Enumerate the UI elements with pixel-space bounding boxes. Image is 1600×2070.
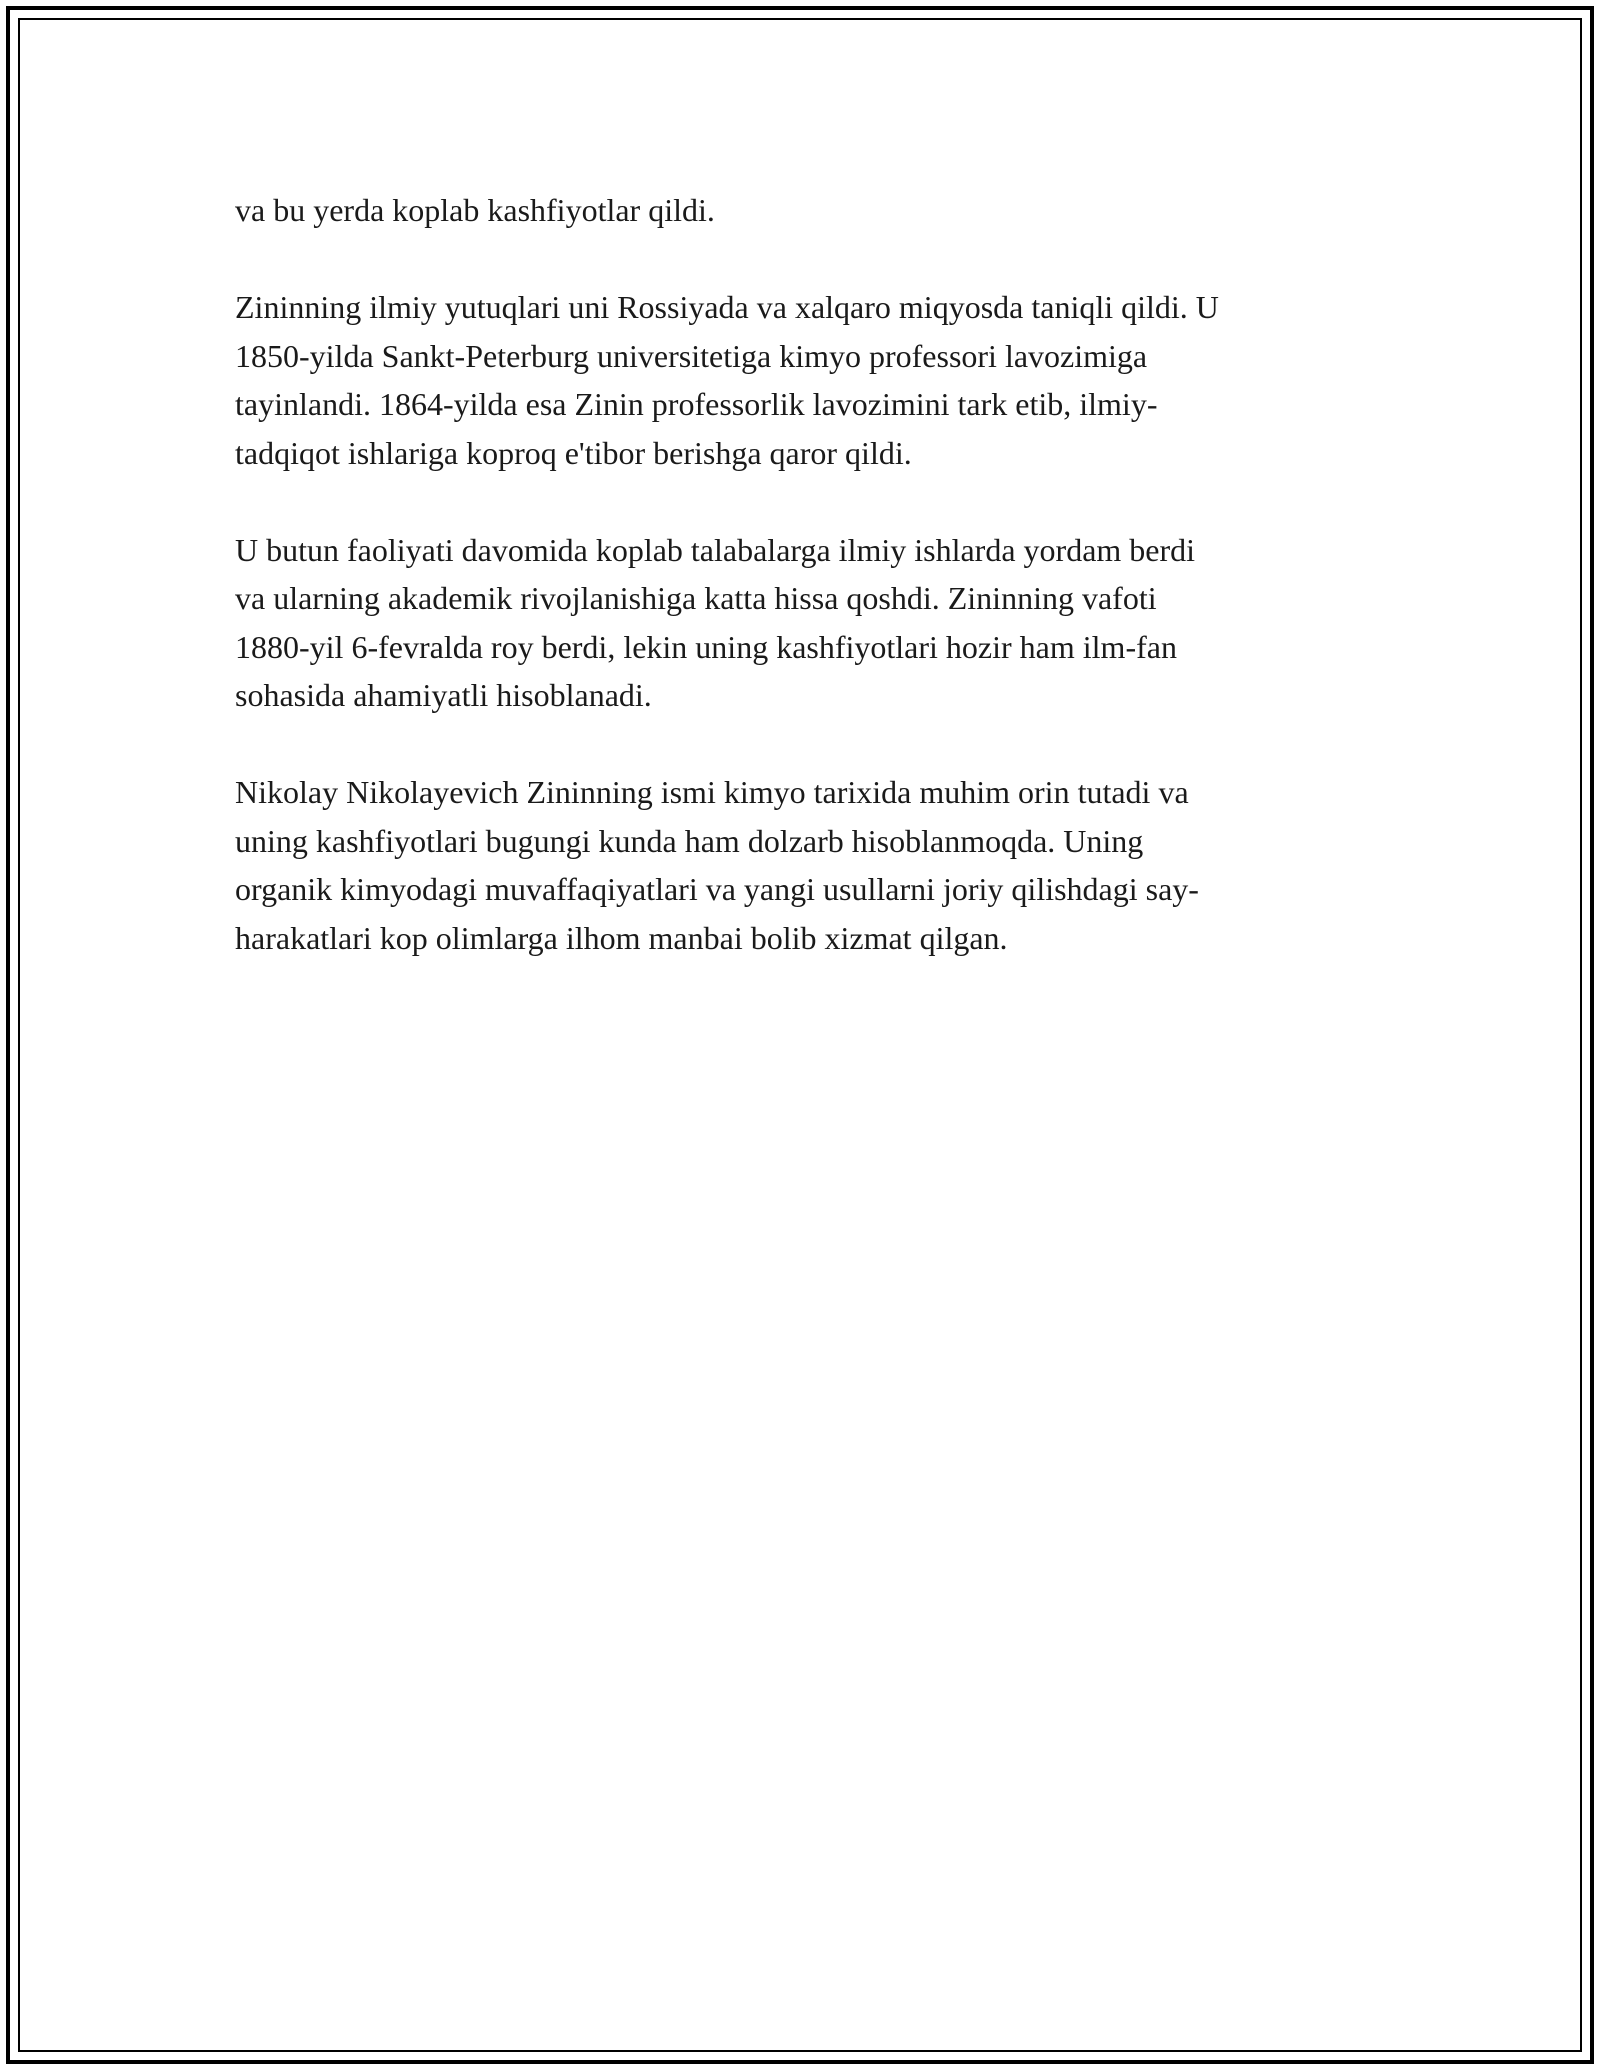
document-body <box>235 186 1375 1011</box>
paragraph-4: Nikolay Nikolayevich Zininning ismi kimyo tarixida muhim orin tutadi va uning kashfiyotlari bugungi kunda ham dolzarb hisoblanmoqda. Uning organik kimyodagi muvaffaqiyatlari va yangi usullarni joriy qilishdagi say- harakatlari kop olimlarga ilhom manbai bolib xizmat qilgan. <box>235 774 1199 956</box>
paragraph-2: Zininning ilmiy yutuqlari uni Rossiyada va xalqaro miqyosda taniqli qildi. U 1850-yilda Sankt-Peterburg universitetiga kimyo professori lavozimiga tayinlandi. 1864-yilda esa Zinin professorlik lavozimini tark etib, ilmiy- tadqiqot ishlariga koproq e'tibor berishga qaror qildi. <box>235 289 1219 471</box>
paragraph-1: va bu yerda koplab kashfiyotlar qildi. <box>235 192 715 228</box>
paragraph-3: U butun faoliyati davomida koplab talabalarga ilmiy ishlarda yordam berdi va ularning akademik rivojlanishiga katta hissa qoshdi. Zininning vafoti 1880-yil 6-fevralda roy berdi, lekin uning kashfiyotlari hozir ham ilm-fan sohasida ahamiyatli hisoblanadi. <box>235 531 1196 713</box>
